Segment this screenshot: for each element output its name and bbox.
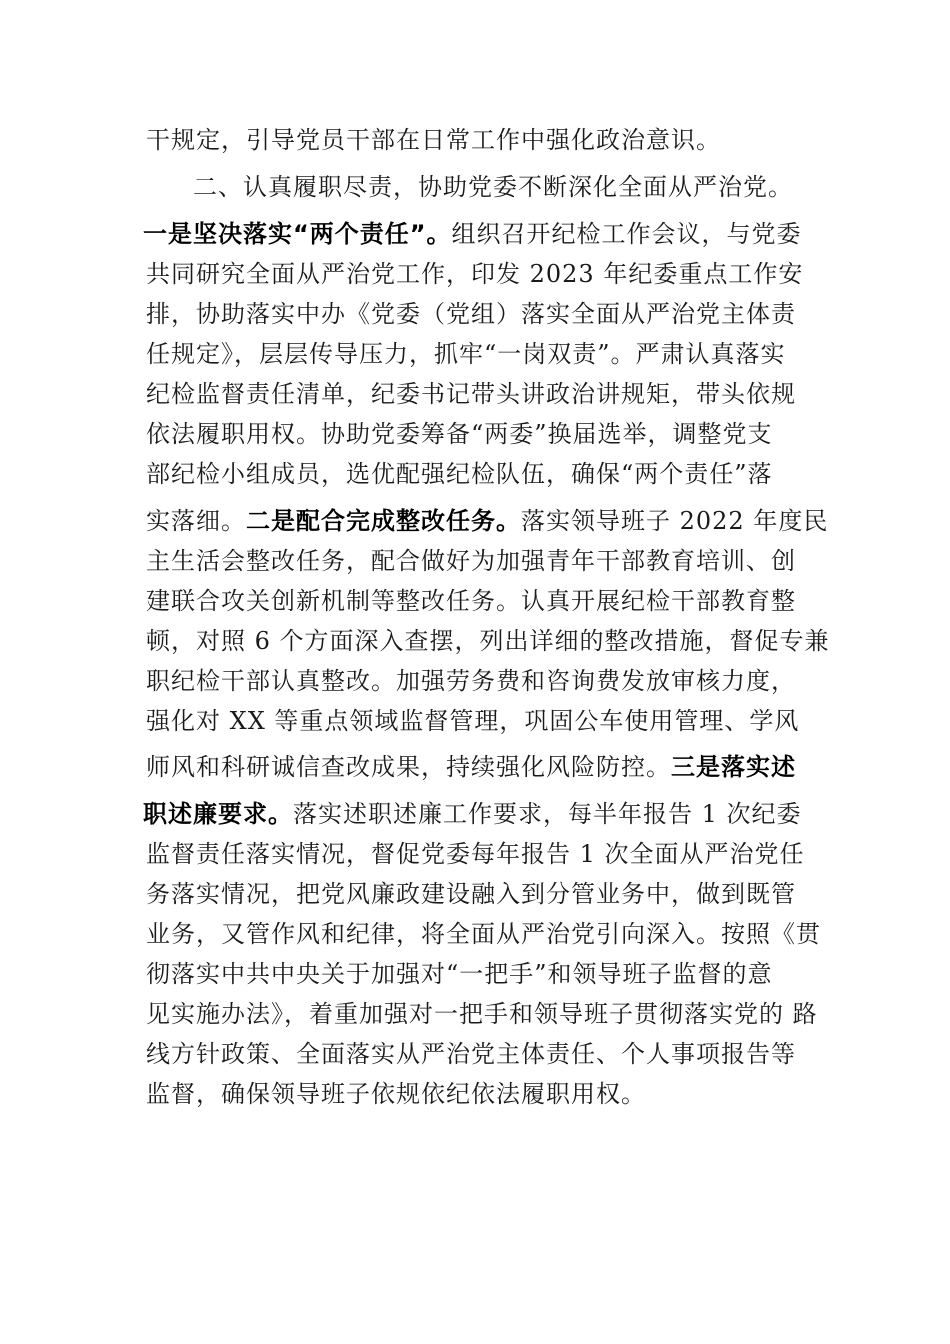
text-line bbox=[146, 752, 796, 782]
text-run: 实落细。 bbox=[146, 507, 246, 535]
text-line bbox=[146, 666, 796, 696]
text-run: 共同研究全面从严治党工作，印发 2023 年纪委重点工作安 bbox=[146, 260, 804, 288]
text-line bbox=[146, 125, 721, 155]
text-line bbox=[146, 919, 821, 949]
text-line bbox=[146, 506, 828, 536]
text-run: 顿，对照 6 个方面深入查摆，列出详细的整改措施，督促专兼 bbox=[146, 627, 830, 655]
text-line bbox=[146, 959, 773, 989]
text-run: 主生活会整改任务，配合做好为加强青年干部教育培训、创 bbox=[146, 547, 796, 575]
text-run: 任规定》，层层传导压力，抓牢“一岗双责”。严肃认真落实 bbox=[146, 340, 786, 368]
text-run: 线方针政策、全面落实从严治党主体责任、个人事项报告等 bbox=[146, 1040, 796, 1068]
bold-lead: 二是配合完成整改任务。 bbox=[246, 507, 521, 535]
section-heading bbox=[193, 172, 793, 202]
text-run: 务落实情况，把党风廉政建设融入到分管业务中，做到既管 bbox=[146, 880, 796, 908]
text-line bbox=[146, 626, 830, 656]
text-run: 业务，又管作风和纪律，将全面从严治党引向深入。按照《贯 bbox=[146, 920, 821, 948]
text-line bbox=[146, 546, 796, 576]
text-line bbox=[146, 999, 818, 1029]
text-line bbox=[146, 259, 803, 289]
text-run: 排，协助落实中办《党委（党组）落实全面从严治党主体责 bbox=[146, 300, 796, 328]
text-run: 师风和科研诚信查改成果，持续强化风险防控。 bbox=[146, 753, 671, 781]
text-run: 组织召开纪检工作会议，与党委 bbox=[451, 220, 802, 248]
text-run: 二、认真履职尽责，协助党委不断深化全面从严治党。 bbox=[193, 173, 793, 201]
text-run: 建联合攻关创新机制等整改任务。认真开展纪检干部教育整 bbox=[146, 587, 796, 615]
text-run: 见实施办法》，着重加强对一把手和领导班子贯彻落实党的 路 bbox=[146, 1000, 818, 1028]
text-run: 职纪检干部认真整改。加强劳务费和咨询费发放审核力度， bbox=[146, 667, 796, 695]
text-line bbox=[146, 1079, 646, 1109]
text-line bbox=[143, 799, 802, 829]
text-line bbox=[146, 459, 773, 489]
text-run: 纪检监督责任清单，纪委书记带头讲政治讲规矩，带头依规 bbox=[146, 380, 796, 408]
text-line bbox=[146, 839, 805, 869]
text-line bbox=[146, 419, 773, 449]
text-run: 彻落实中共中央关于加强对“一把手”和领导班子监督的意 bbox=[146, 960, 773, 988]
bold-lead: 三是落实述 bbox=[671, 753, 796, 781]
text-run: 依法履职用权。协助党委筹备“两委”换届选举，调整党支 bbox=[146, 420, 773, 448]
text-run: 强化对 XX 等重点领域监督管理，巩固公车使用管理、学风 bbox=[146, 707, 800, 735]
text-run: 落实领导班子 2022 年度民 bbox=[521, 507, 829, 535]
text-line bbox=[146, 879, 796, 909]
text-line bbox=[146, 706, 799, 736]
text-run: 监督责任落实情况，督促党委每年报告 1 次全面从严治党任 bbox=[146, 840, 805, 868]
text-line bbox=[143, 219, 802, 249]
text-line bbox=[146, 586, 796, 616]
text-line bbox=[146, 1039, 796, 1069]
bold-lead: 一是坚决落实“两个责任”。 bbox=[143, 220, 452, 248]
text-run: 落实述职述廉工作要求，每半年报告 1 次纪委 bbox=[293, 800, 802, 828]
text-line bbox=[146, 379, 796, 409]
text-run: 监督，确保领导班子依规依纪依法履职用权。 bbox=[146, 1080, 646, 1108]
text-run: 部纪检小组成员，选优配强纪检队伍，确保“两个责任”落 bbox=[146, 460, 773, 488]
text-line bbox=[146, 299, 796, 329]
text-run: 干规定，引导党员干部在日常工作中强化政治意识。 bbox=[146, 126, 721, 154]
bold-lead: 职述廉要求。 bbox=[143, 800, 293, 828]
text-line bbox=[146, 339, 786, 369]
